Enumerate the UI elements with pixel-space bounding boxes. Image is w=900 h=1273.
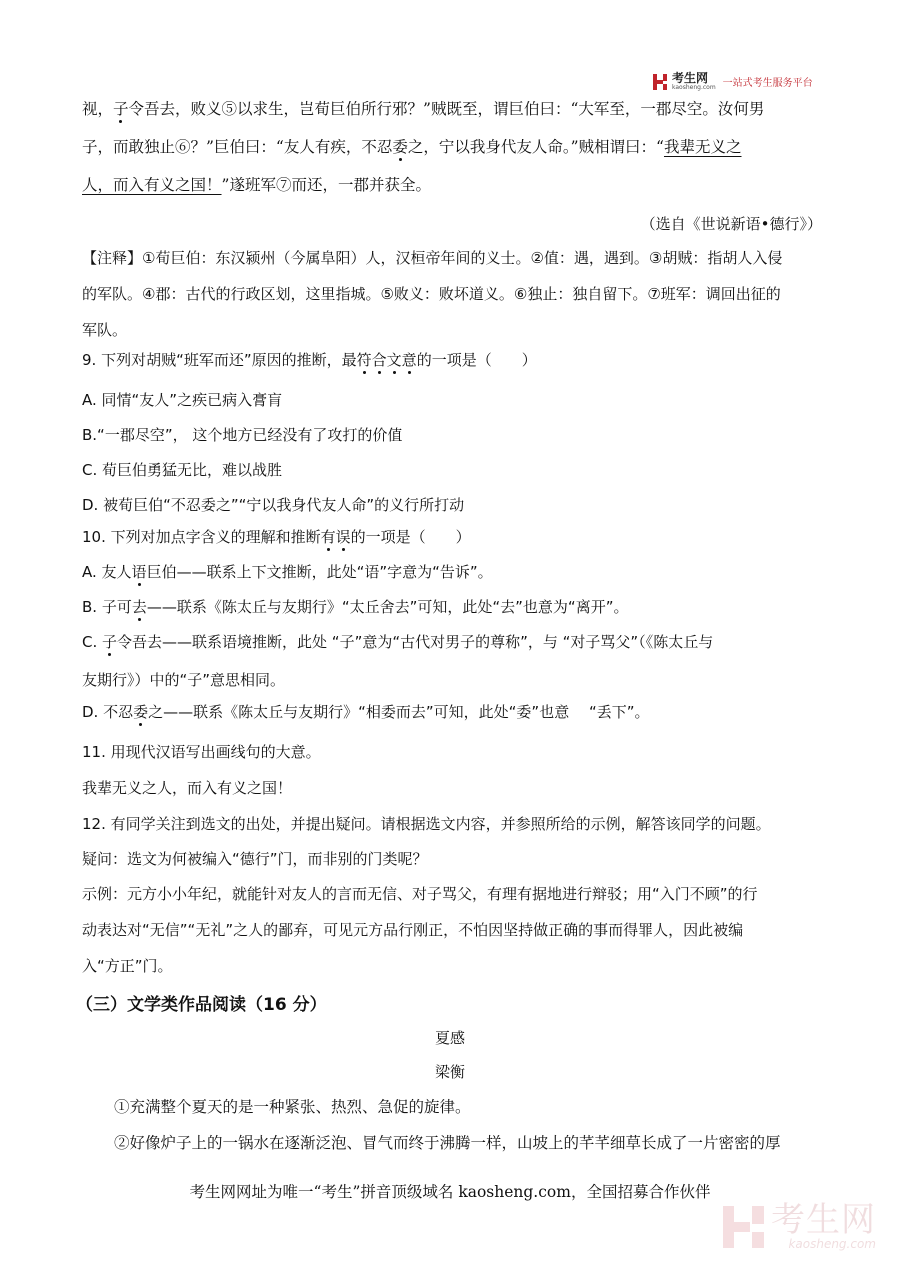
dotted-char: 子 — [102, 633, 118, 651]
dotted-char: 委 — [133, 703, 149, 721]
essay-paragraph-2: ②好像炉子上的一锅水在逐渐泛泡、冒气而终于沸腾一样，山坡上的芊芊细草长成了一片密密的厚 — [114, 1134, 781, 1152]
dotted-char: 意 — [401, 351, 417, 369]
watermark-logo-icon — [721, 1204, 767, 1250]
notes-line-3: 军队。 — [82, 321, 128, 339]
dotted-char: 去 — [131, 598, 147, 616]
q11-stem: 11. 用现代汉语写出画线句的大意。 — [82, 743, 321, 761]
q12-stem: 12. 有同学关注到选文的出处，并提出疑问。请根据选文内容，并参照所给的示例，解答该同学的问题。 — [82, 815, 771, 833]
dotted-char: 委 — [392, 138, 408, 156]
q10-option-b: B. 子可去——联系《陈太丘与友期行》“太丘舍去”可知，此处“去”也意为“离开”。 — [82, 598, 629, 616]
kaosheng-logo-icon — [652, 73, 668, 91]
notes-line-2: 的军队。④郡：古代的行政区划，这里指城。⑤败义：败坏道义。⑥独止：独自留下。⑦班军：调回出征的 — [82, 285, 781, 303]
q10-stem: 10. 下列对加点字含义的理解和推断有误的一项是（ ） — [82, 528, 471, 546]
notes-line-1: 【注释】①荀巨伯：东汉颍州（今属阜阳）人，汉桓帝年间的义士。②值：遇，遇到。③胡贼：指胡人入侵 — [82, 249, 783, 267]
passage-line-3: 人，而入有义之国！”遂班军⑦而还，一郡并获全。 — [82, 176, 431, 194]
passage-line-2: 子，而敢独止⑥？”巨伯曰：“友人有疾，不忍委之，宁以我身代友人命。”贼相谓曰：“我辈无义之 — [82, 138, 742, 156]
q12-example-line-3: 入“方正”门。 — [82, 957, 173, 975]
q10-option-a: A. 友人语巨伯——联系上下文推断，此处“语”字意为“告诉”。 — [82, 563, 493, 581]
q10-option-c-cont: 友期行》）中的“子”意思相同。 — [82, 671, 286, 689]
q9-option-a: A. 同情“友人”之疾已病入膏肓 — [82, 391, 283, 409]
dotted-char: 语 — [131, 563, 147, 581]
q9-option-b: B.“一郡尽空”， 这个地方已经没有了攻打的价值 — [82, 426, 403, 444]
q10-option-c: C. 子令吾去——联系语境推断，此处 “子”意为“古代对男子的尊称”，与 “对子骂父”（《陈太丘与 — [82, 633, 714, 651]
footer-text: 考生网网址为唯一“考生”拼音顶级域名 kaosheng.com，全国招募合作伙伴 — [189, 1183, 711, 1201]
watermark-domain: kaosheng.com — [788, 1237, 876, 1251]
q12-example-line-2: 动表达对“无信”“无礼”之人的鄙弃，可见元方品行刚正，不怕因坚持做正确的事而得罪人，因此被编 — [82, 921, 744, 939]
q9-stem: 9. 下列对胡贼“班军而还”原因的推断，最符合文意的一项是（ ） — [82, 351, 537, 369]
q9-option-c: C. 荀巨伯勇猛无比，难以战胜 — [82, 461, 283, 479]
dotted-phrase — [321, 528, 351, 546]
watermark — [721, 1200, 876, 1251]
watermark-brand: 考生网 — [771, 1200, 876, 1240]
header-brand-domain: kaosheng.com — [672, 84, 716, 91]
dotted-char: 符 — [356, 351, 372, 369]
header-brand — [672, 72, 716, 91]
essay-paragraph-1: ①充满整个夏天的是一种紧张、热烈、急促的旋律。 — [114, 1098, 471, 1116]
passage-line-1: 视，子令吾去，败义⑤以求生，岂荀巨伯所行邪？”贼既至，谓巨伯曰：“大军至，一郡尽空。汝何男 — [82, 100, 765, 118]
underlined-sentence: 我辈无义之 — [663, 138, 742, 156]
essay-author: 梁衡 — [434, 1063, 465, 1081]
header-brand-name: 考生网 — [672, 71, 709, 85]
dotted-char: 子 — [113, 100, 129, 118]
essay-title: 夏感 — [434, 1029, 465, 1047]
section-heading: （三）文学类作品阅读（16 分） — [76, 995, 327, 1015]
header-logo[interactable] — [652, 72, 813, 91]
watermark-text — [771, 1200, 876, 1251]
passage-source: （选自《世说新语•德行》） — [640, 215, 822, 233]
q11-sentence: 我辈无义之人，而入有义之国！ — [82, 779, 293, 797]
q10-option-d: D. 不忍委之——联系《陈太丘与友期行》“相委而去”可知，此处“委”也意 “丢下”。 — [82, 703, 650, 721]
dotted-char: 合 — [371, 351, 387, 369]
dotted-char: 有 — [320, 528, 336, 546]
dotted-char: 文 — [386, 351, 402, 369]
header-tagline: 一站式考生服务平台 — [722, 78, 813, 89]
dotted-phrase — [357, 351, 417, 369]
q12-example-line-1: 示例：元方小小年纪，就能针对友人的言而无信、对子骂父，有理有据地进行辩驳；用“入门不顾”的行 — [82, 885, 758, 903]
q9-option-d: D. 被荀巨伯“不忍委之”“宁以我身代友人命”的义行所打动 — [82, 496, 465, 514]
q12-question: 疑问：选文为何被编入“德行”门，而非别的门类呢？ — [82, 850, 428, 868]
underlined-sentence: 人，而入有义之国！ — [82, 176, 222, 194]
dotted-char: 误 — [335, 528, 351, 546]
